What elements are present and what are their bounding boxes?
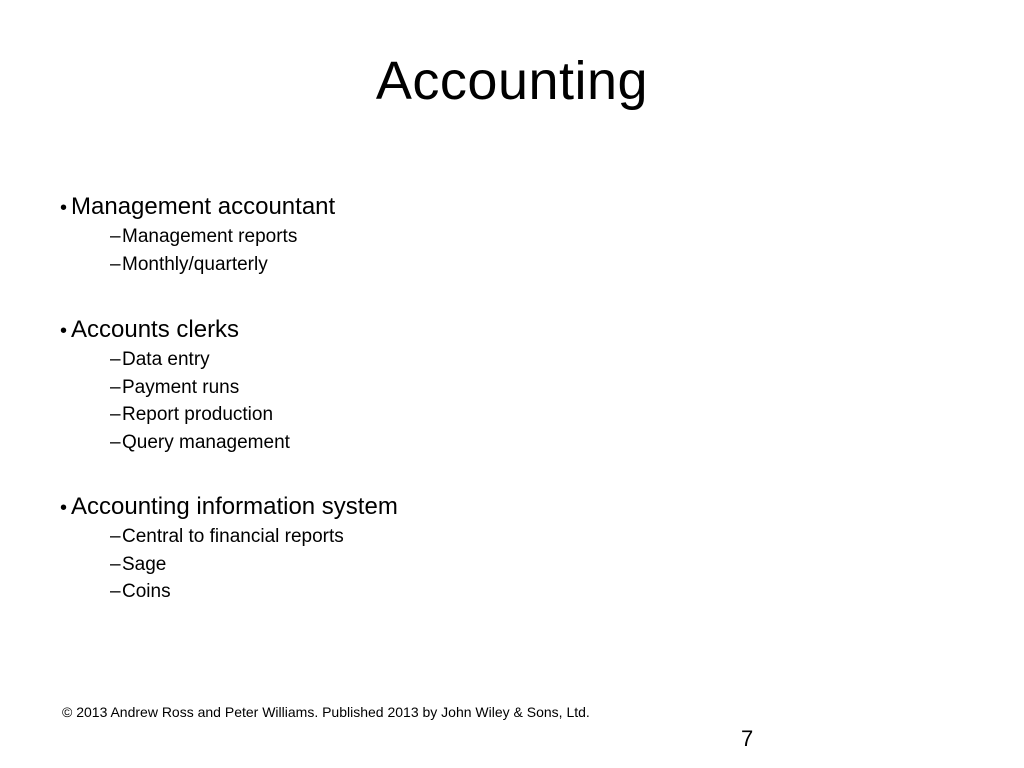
copyright-footer: © 2013 Andrew Ross and Peter Williams. Published 2013 by John Wiley & Sons, Ltd. <box>62 704 590 720</box>
dash-icon: – <box>110 349 121 370</box>
bullet-icon: • <box>60 197 68 219</box>
sub-list <box>60 346 760 456</box>
sub-item-text: Payment runs <box>122 376 240 398</box>
slide-title: Accounting <box>375 51 649 111</box>
bullet-heading <box>60 315 760 346</box>
bullet-heading-text: Management accountant <box>71 193 336 220</box>
sub-item <box>110 401 760 429</box>
bullet-icon: • <box>60 320 68 342</box>
sub-item <box>110 429 760 457</box>
sub-item-text: Central to financial reports <box>122 526 344 547</box>
dash-icon: – <box>110 431 121 453</box>
sub-item <box>110 578 760 606</box>
section-accounts-clerks <box>60 315 760 456</box>
dash-icon: – <box>110 553 121 575</box>
bullet-heading <box>60 492 760 523</box>
dash-icon: – <box>110 581 121 602</box>
sub-item-text: Management reports <box>122 226 298 247</box>
sub-item <box>110 346 760 374</box>
sub-item <box>110 251 760 279</box>
sub-item-text: Monthly/quarterly <box>122 253 268 275</box>
dash-icon: – <box>110 404 121 425</box>
sub-item-text: Report production <box>122 404 274 425</box>
sub-item-text: Data entry <box>122 349 210 370</box>
sub-item-text: Query management <box>122 431 290 453</box>
bullet-heading-text: Accounting information system <box>71 493 398 520</box>
section-management-accountant <box>60 192 760 278</box>
bullet-icon: • <box>60 497 68 519</box>
sub-item <box>110 223 760 251</box>
sub-list <box>60 523 760 606</box>
sub-item-text: Coins <box>122 581 171 602</box>
sub-item <box>110 374 760 402</box>
page-number: 7 <box>741 726 754 751</box>
dash-icon: – <box>110 376 121 398</box>
dash-icon: – <box>110 253 121 275</box>
dash-icon: – <box>110 226 121 247</box>
sub-item <box>110 523 760 551</box>
bullet-heading <box>60 192 760 223</box>
sub-item <box>110 551 760 579</box>
dash-icon: – <box>110 526 121 547</box>
sub-item-text: Sage <box>122 553 167 575</box>
bullet-heading-text: Accounts clerks <box>71 316 240 343</box>
sub-list <box>60 223 760 278</box>
section-accounting-information-system <box>60 492 760 606</box>
